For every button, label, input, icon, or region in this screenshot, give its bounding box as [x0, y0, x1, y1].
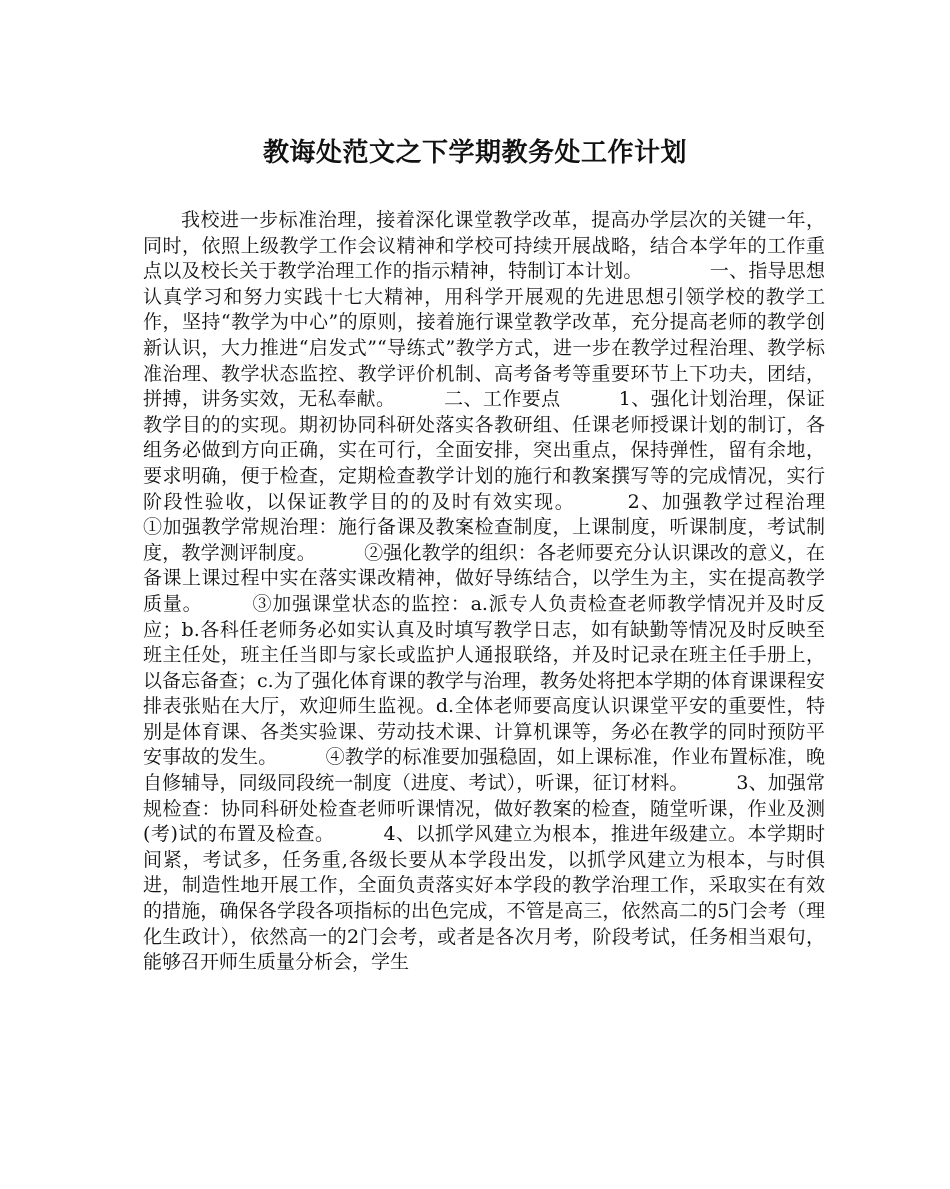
document-title: 教诲处范文之下学期教务处工作计划 — [262, 138, 687, 168]
document-body-paragraph: 我校进一步标准治理，接着深化课堂教学改革，提高办学层次的关键一年，同时，依照上级教学工作会议精神和学校可持续开展战略，结合本学年的工作重点以及校长关于教学治理工作的指示精神，特制订本计划。 一、指导思想 认真学习和努力实践十七大精神，用科学开展观的先进思想引领学校的教学工作，坚持“教学为中心”的原则，接着施行课堂教学改革，充分提高老师的教学创新认识，大力推进“启发式”“导练式”教学方式，进一步在教学过程治理、教学标准治理、教学状态监控、教学评价机制、高考备考等重要环节上下功夫，团结，拼搏，讲务实效，无私奉献。 二、工作要点 1、强化计划治理，保证教学目的的实现。期初协同科研处落实各教研组、任课老师授课计划的制订，各组务必做到方向正确，实在可行，全面安排，突出重点，保持弹性，留有余地，要求明确，便于检查，定期检查教学计划的施行和教案撰写等的完成情况，实行阶段性验收，以保证教学目的的及时有效实现。 2、加强教学过程治理 ①加强教学常规治理：施行备课及教案检查制度，上课制度，听课制度，考试制度，教学测评制度。 ②强化教学的组织：各老师要充分认识课改的意义，在备课上课过程中实在落实课改精神，做好导练结合，以学生为主，实在提高教学质量。 ③加强课堂状态的监控：a.派专人负责检查老师教学情况并及时反应；b.各科任老师务必如实认真及时填写教学日志，如有缺勤等情况及时反映至班主任处，班主任当即与家长或监护人通报联络，并及时记录在班主任手册上，以备忘备查；c.为了强化体育课的教学与治理，教务处将把本学期的体育课课程安排表张贴在大厅，欢迎师生监视。d.全体老师要高度认识课堂平安的重要性，特别是体育课、各类实验课、劳动技术课、计算机课等，务必在教学的同时预防平安事故的发生。 ④教学的标准要加强稳固，如上课标准，作业布置标准，晚自修辅导，同级同段统一制度（进度、考试），听课，征订材料。 3、加强常规检查：协同科研处检查老师听课情况，做好教案的检查，随堂听课，作业及测(考)试的布置及检查。 4、以抓学风建立为根本，推进年级建立。本学期时间紧，考试多，任务重,各级长要从本学段出发，以抓学风建立为根本，与时俱进，制造性地开展工作，全面负责落实好本学段的教学治理工作，采取实在有效的措施，确保各学段各项指标的出色完成，不管是高三，依然高二的5门会考（理化生政计），依然高一的2门会考，或者是各次月考，阶段考试，任务相当艰句，能够召开师生质量分析会，学生 — [143, 209, 883, 974]
